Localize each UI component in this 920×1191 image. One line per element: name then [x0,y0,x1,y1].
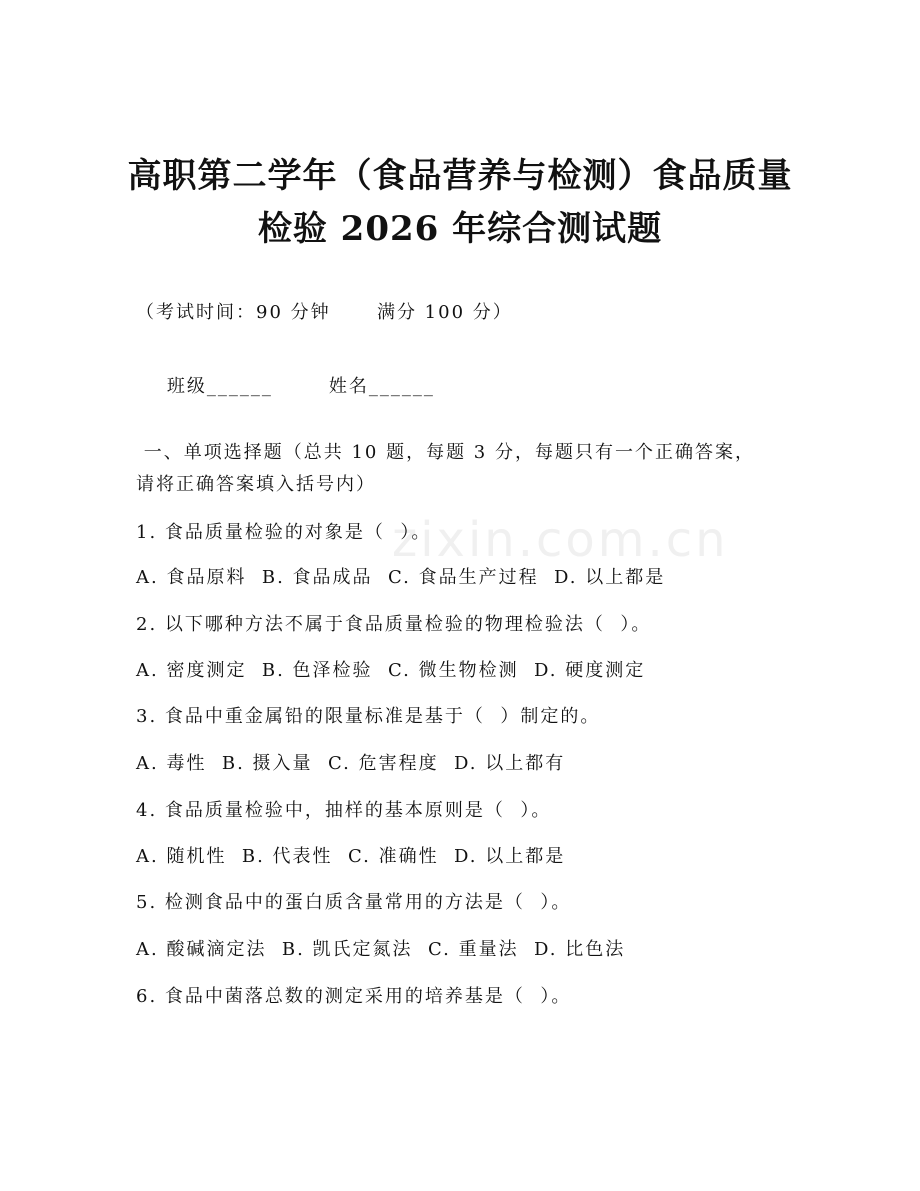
section-heading-line-1: 一、单项选择题（总共 10 题，每题 3 分，每题只有一个正确答案， [136,442,755,463]
question-5-stem: 5. 检测食品中的蛋白质含量常用的方法是（ ）。 [136,892,572,913]
page-title-line-1: 高职第二学年（食品营养与检测）食品质量 [127,156,793,196]
page-title-line-2: 检验 2026 年综合测试题 [257,209,663,249]
question-3-stem: 3. 食品中重金属铅的限量标准是基于（ ）制定的。 [136,706,601,727]
question-3-options: A. 毒性 B. 摄入量 C. 危害程度 D. 以上都有 [136,753,566,774]
question-6-stem: 6. 食品中菌落总数的测定采用的培养基是（ ）。 [136,986,572,1007]
question-2-options: A. 密度测定 B. 色泽检验 C. 微生物检测 D. 硬度测定 [136,660,646,681]
class-field-label: 班级______ [166,376,273,397]
question-1-options: A. 食品原料 B. 食品成品 C. 食品生产过程 D. 以上都是 [136,567,666,588]
question-4-options: A. 随机性 B. 代表性 C. 准确性 D. 以上都是 [136,846,566,867]
question-1-stem: 1. 食品质量检验的对象是（ ）。 [136,522,432,543]
question-4-stem: 4. 食品质量检验中，抽样的基本原则是（ ）。 [136,800,552,821]
question-2-stem: 2. 以下哪种方法不属于食品质量检验的物理检验法（ ）。 [136,614,652,635]
question-5-options: A. 酸碱滴定法 B. 凯氏定氮法 C. 重量法 D. 比色法 [136,939,626,960]
name-field-label: 姓名______ [328,376,435,397]
section-heading-line-2: 请将正确答案填入括号内） [136,474,376,495]
watermark: zixin.com.cn [392,512,729,568]
exam-info: （考试时间：90 分钟 满分 100 分） [136,302,513,323]
student-info-row [136,348,435,426]
